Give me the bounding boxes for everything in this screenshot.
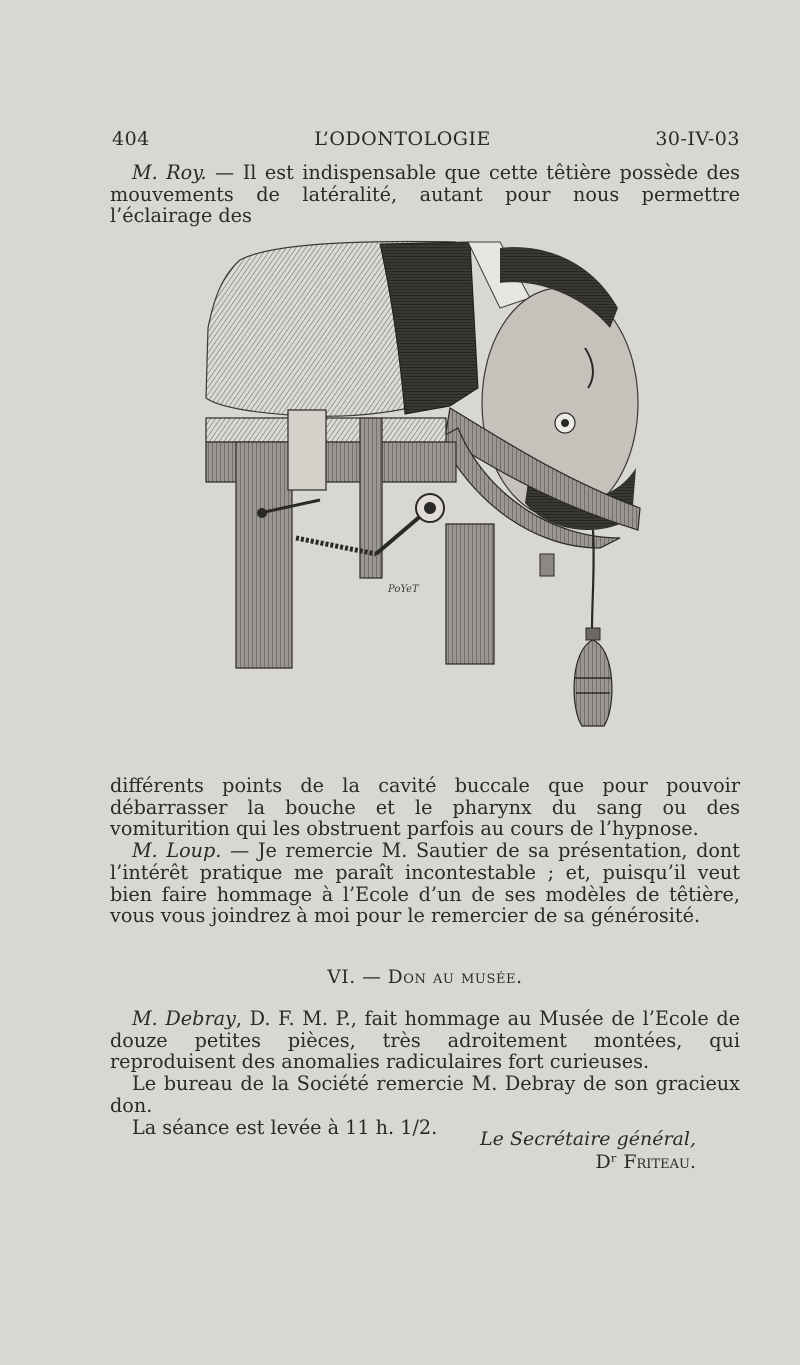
page-number: 404 <box>112 128 150 150</box>
signature-name: Dʳ Friteau. <box>595 1151 696 1173</box>
paragraph-seance: La séance est levée à 11 h. 1/2. <box>132 1115 438 1139</box>
paragraph-roy-text: — Il est indispensable que cette têtière possède des mouvements de latéralité, autant pour nous permettre l’éclairage des <box>110 161 740 228</box>
running-title: L’ODONTOLOGIE <box>314 128 491 150</box>
paragraphs-continued <box>110 775 740 927</box>
paragraph-roy <box>110 162 740 227</box>
paragraph-bureau: Le bureau de la Société remercie M. Debray de son gracieux don. <box>110 1072 740 1117</box>
paragraph-debray <box>110 1008 740 1073</box>
engraver-signature: PoYeT <box>388 584 419 595</box>
running-header <box>112 128 740 150</box>
speaker-roy: M. Roy. <box>132 161 207 184</box>
paragraph-loup-text: — Je remercie M. Sautier de sa présentation, dont l’intérêt pratique me paraît incontestable ; et, puisqu’il veut bien faire hommage à l’Ecole d’un de ses modèles de têtière, vous vous joindrez à moi pour le remercier de sa générosité. <box>110 839 740 928</box>
paragraph-continued: différents points de la cavité buccale que pour pouvoir débarrasser la bouche et le pharynx du sang ou des vomiturition qui les obstruent parfois au cours de l’hypnose. <box>110 774 740 841</box>
paragraph-loup <box>110 840 740 927</box>
headrest-illustration <box>200 238 650 738</box>
issue-date: 30-IV-03 <box>655 128 740 150</box>
speaker-loup: M. Loup. <box>132 839 222 863</box>
paragraphs-debray <box>110 1008 740 1138</box>
speaker-debray: M. Debray <box>132 1007 236 1030</box>
signature-role: Le Secrétaire général, <box>480 1128 696 1150</box>
paragraph-debray-text: , D. F. M. P., fait hommage au Musée de l’Ecole de douze petites pièces, très adroitement montées, qui reproduisent des anomalies radiculaires fort curieuses. <box>110 1007 740 1074</box>
section-title: VI. — Don au musée. <box>327 967 523 988</box>
